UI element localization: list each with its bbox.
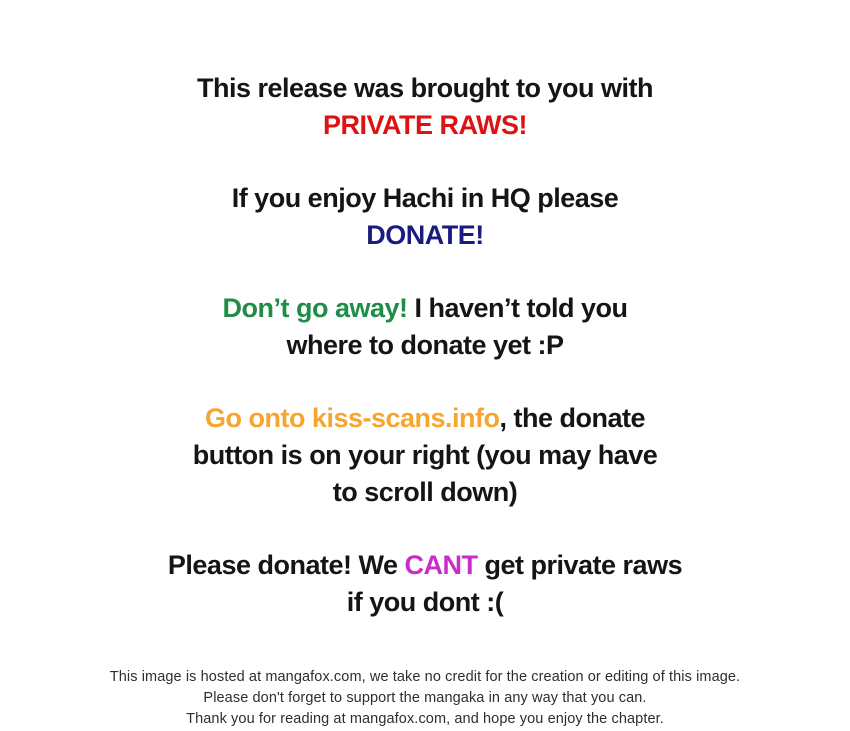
- host-disclaimer: [0, 667, 850, 730]
- site-line3-text: to scroll down): [332, 477, 518, 507]
- site-url-text: Go onto kiss-scans.info: [204, 403, 500, 433]
- donate-intro-text: If you enjoy Hachi in HQ please: [231, 183, 619, 213]
- plea-rest-text: get private raws: [477, 550, 683, 580]
- site-rest-text: , the donate: [499, 403, 646, 433]
- credit-block-wait: [0, 290, 850, 364]
- plea-highlight-text: CANT: [404, 550, 478, 580]
- site-line2-text: button is on your right (you may have: [192, 440, 658, 470]
- wait-highlight-text: Don’t go away!: [222, 293, 408, 323]
- disclaimer-line-thanks: Thank you for reading at mangafox.com, and hope you enjoy the chapter.: [186, 711, 664, 727]
- raws-highlight-text: PRIVATE RAWS!: [322, 110, 527, 140]
- disclaimer-line-hosted: This image is hosted at mangafox.com, we take no credit for the creation or editing of this image.: [109, 669, 741, 685]
- plea-lead-text: Please donate! We: [167, 550, 405, 580]
- credits-text: [0, 70, 850, 621]
- credit-block-site: [0, 400, 850, 511]
- plea-line2-text: if you dont :(: [346, 587, 504, 617]
- credit-block-donate: [0, 180, 850, 254]
- wait-rest-text: I haven’t told you: [407, 293, 628, 323]
- wait-line2-text: where to donate yet :P: [286, 330, 564, 360]
- credit-block-raws: [0, 70, 850, 144]
- donate-highlight-text: DONATE!: [366, 220, 484, 250]
- disclaimer-line-support: Please don't forget to support the mangaka in any way that you can.: [203, 690, 647, 706]
- credit-block-plea: [0, 547, 850, 621]
- raws-intro-text: This release was brought to you with: [196, 73, 654, 103]
